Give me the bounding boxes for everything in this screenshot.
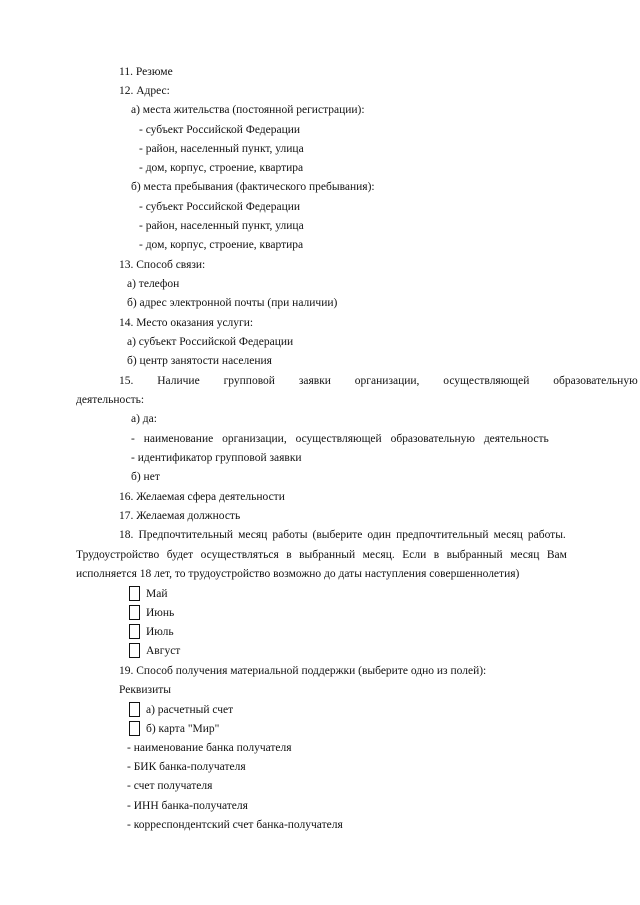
item-17-position: 17. Желаемая должность xyxy=(119,510,241,522)
pay-option-label: а) расчетный счет xyxy=(146,703,234,716)
item-13-contact: 13. Способ связи: xyxy=(119,259,206,271)
item-12b-stay: б) места пребывания (фактического пребывания): xyxy=(131,181,375,193)
item-12a-subject: - субъект Российской Федерации xyxy=(139,124,301,136)
item-12b-subject: - субъект Российской Федерации xyxy=(139,201,301,213)
item-15-continuation: деятельность: xyxy=(76,394,145,406)
item-15-group-request: 15. Наличие групповой заявки организации, осуществляющей образовательную xyxy=(119,375,638,387)
month-label: Июль xyxy=(146,625,174,638)
month-option-may[interactable] xyxy=(129,586,167,601)
checkbox[interactable] xyxy=(129,605,140,620)
month-label: Август xyxy=(146,644,181,657)
month-option-june[interactable] xyxy=(129,605,174,620)
item-13b-email: б) адрес электронной почты (при наличии) xyxy=(127,297,338,309)
item-14b-center: б) центр занятости населения xyxy=(127,355,272,367)
month-label: Июнь xyxy=(146,606,175,619)
checkbox[interactable] xyxy=(129,702,140,717)
item-15a-request-id: - идентификатор групповой заявки xyxy=(131,452,302,464)
item-16-sphere: 16. Желаемая сфера деятельности xyxy=(119,491,285,503)
recipient-account: - счет получателя xyxy=(127,780,213,792)
bank-bik: - БИК банка-получателя xyxy=(127,761,246,773)
item-15a-yes: а) да: xyxy=(131,413,157,425)
checkbox[interactable] xyxy=(129,624,140,639)
item-12a-residence: а) места жительства (постоянной регистрации): xyxy=(131,104,365,116)
bank-name: - наименование банка получателя xyxy=(127,742,292,754)
item-18-month-line2: Трудоустройство будет осуществляться в выбранный месяц. Если в выбранный месяц Вам xyxy=(76,549,567,561)
month-label: Май xyxy=(146,587,168,600)
item-12-address: 12. Адрес: xyxy=(119,85,170,97)
item-12b-house: - дом, корпус, строение, квартира xyxy=(139,239,304,251)
pay-option-mir-card[interactable] xyxy=(129,721,219,736)
item-15a-org-name: - наименование организации, осуществляющей образовательную деятельность xyxy=(131,433,549,445)
item-15b-no: б) нет xyxy=(131,471,160,483)
item-11-resume: 11. Резюме xyxy=(119,66,173,78)
item-14-place: 14. Место оказания услуги: xyxy=(119,317,254,329)
pay-option-account[interactable] xyxy=(129,702,233,717)
item-19-requisites: Реквизиты xyxy=(119,684,171,696)
item-12b-district: - район, населенный пункт, улица xyxy=(139,220,304,232)
item-12a-house: - дом, корпус, строение, квартира xyxy=(139,162,304,174)
item-18-month-line3: исполняется 18 лет, то трудоустройство возможно до даты наступления совершеннолетия) xyxy=(76,568,520,580)
checkbox[interactable] xyxy=(129,721,140,736)
item-14a-subject: а) субъект Российской Федерации xyxy=(127,336,294,348)
checkbox[interactable] xyxy=(129,643,140,658)
checkbox[interactable] xyxy=(129,586,140,601)
month-option-july[interactable] xyxy=(129,624,174,639)
item-12a-district: - район, населенный пункт, улица xyxy=(139,143,304,155)
item-18-month-line1: 18. Предпочтительный месяц работы (выберите один предпочтительный месяц работы. xyxy=(119,529,566,541)
month-option-august[interactable] xyxy=(129,643,180,658)
item-19-support: 19. Способ получения материальной поддержки (выберите одно из полей): xyxy=(119,665,487,677)
bank-inn: - ИНН банка-получателя xyxy=(127,800,248,812)
item-13a-phone: а) телефон xyxy=(127,278,180,290)
bank-corr-account: - корреспондентский счет банка-получателя xyxy=(127,819,343,831)
pay-option-label: б) карта "Мир" xyxy=(146,722,220,735)
